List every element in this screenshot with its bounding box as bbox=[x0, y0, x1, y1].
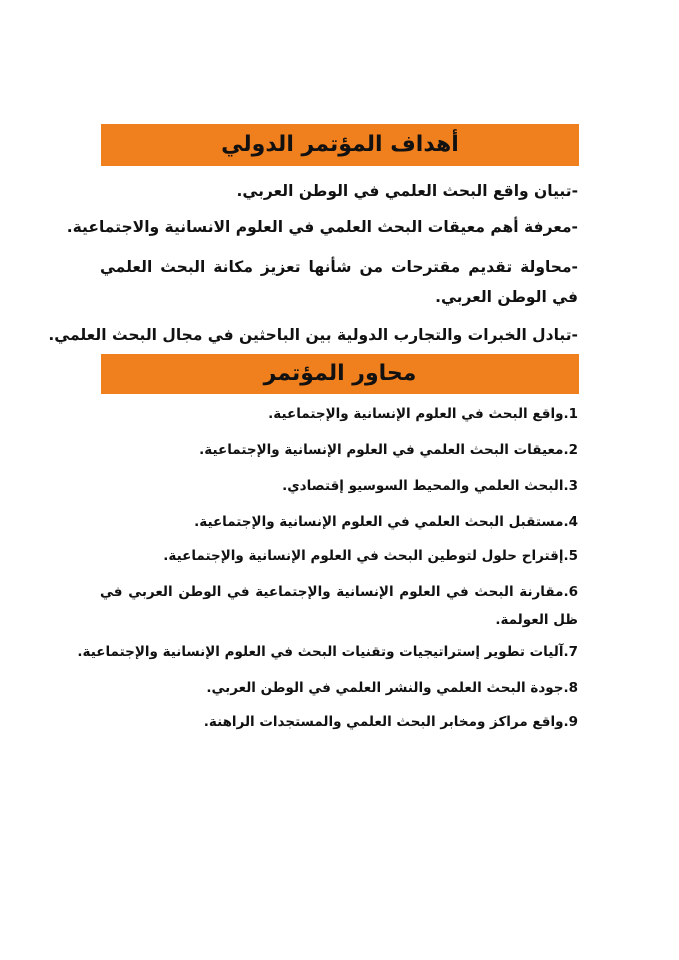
axis-item-2: 2.معيقات البحث العلمي في العلوم الإنسانية والإجتماعية. bbox=[199, 442, 578, 458]
goals-heading: أهداف المؤتمر الدولي bbox=[101, 124, 579, 166]
axis-item-7: 7.آليات تطوير إستراتيجيات وتقنيات البحث في العلوم الإنسانية والإجتماعية. bbox=[77, 644, 578, 660]
axis-item-5: 5.إقتراح حلول لتوطين البحث في العلوم الإنسانية والإجتماعية. bbox=[163, 548, 578, 564]
axis-item-6: 6.مقارنة البحث في العلوم الإنسانية والإجتماعية في الوطن العربي في ظل العولمة. bbox=[100, 584, 578, 628]
goal-item-4: -تبادل الخبرات والتجارب الدولية بين الباحثين في مجال البحث العلمي. bbox=[48, 326, 578, 344]
axis-item-3: 3.البحث العلمي والمحيط السوسيو إقتصادي. bbox=[282, 478, 578, 494]
goal-item-1: -تبيان واقع البحث العلمي في الوطن العربي. bbox=[236, 182, 578, 200]
goal-item-2: -معرفة أهم معيقات البحث العلمي في العلوم الانسانية والاجتماعية. bbox=[66, 218, 578, 236]
axis-item-4: 4.مستقبل البحث العلمي في العلوم الإنسانية والإجتماعية. bbox=[194, 514, 578, 530]
axes-heading: محاور المؤتمر bbox=[101, 354, 579, 394]
axis-item-9: 9.واقع مراكز ومخابر البحث العلمي والمستجدات الراهنة. bbox=[203, 714, 578, 730]
axis-item-1: 1.واقع البحث في العلوم الإنسانية والإجتماعية. bbox=[268, 406, 578, 422]
axis-item-8: 8.جودة البحث العلمي والنشر العلمي في الوطن العربي. bbox=[206, 680, 578, 696]
goal-item-3: -محاولة تقديم مقترحات من شأنها تعزيز مكانة البحث العلمي في الوطن العربي. bbox=[100, 258, 578, 306]
